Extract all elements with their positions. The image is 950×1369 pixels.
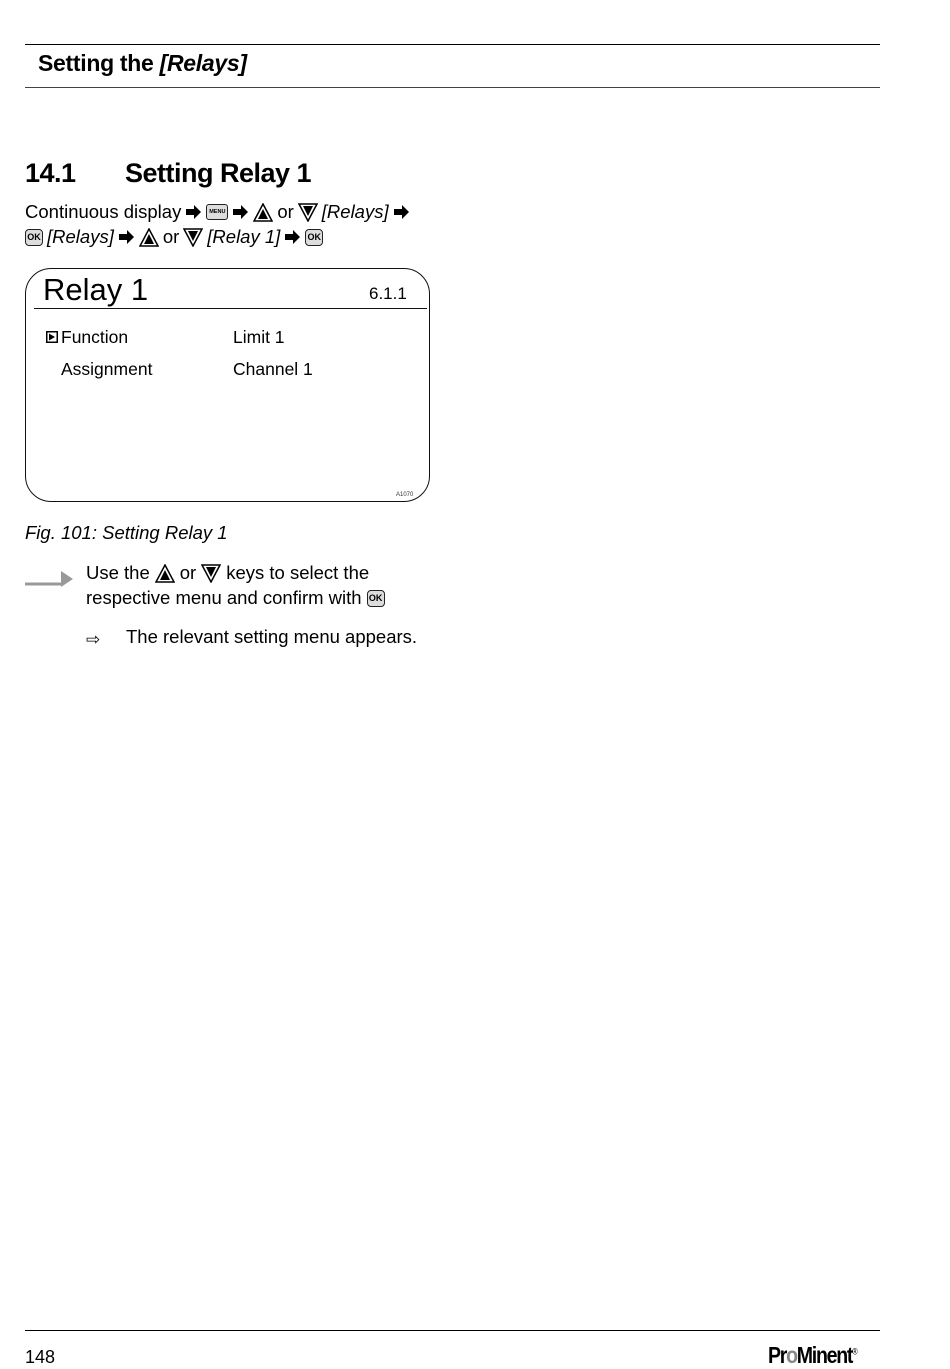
screen-row-label: Assignment (61, 359, 153, 379)
result-text: The relevant setting menu appears. (126, 626, 418, 647)
screen-row-value: Limit 1 (233, 327, 285, 347)
nav-or-text: or (162, 226, 180, 247)
header-top-rule (25, 44, 880, 45)
header-prefix: Setting the (38, 50, 154, 76)
right-arrow-icon (185, 204, 202, 220)
ok-key-icon: OK (305, 229, 323, 246)
nav-relay1-item: [Relay 1] (207, 226, 281, 247)
selection-cursor-icon (46, 331, 58, 343)
ok-key-icon: OK (367, 590, 385, 607)
nav-or-text: or (277, 201, 294, 222)
screen-title: Relay 1 (43, 272, 149, 307)
header-bottom-rule (25, 87, 880, 88)
nav-path-line-1 (25, 201, 410, 223)
step-arrow-icon (25, 569, 75, 589)
up-key-icon (139, 228, 159, 247)
up-key-icon (253, 203, 273, 222)
instruction-text: keys to select the (226, 562, 370, 583)
figure-caption: Fig. 101: Setting Relay 1 (25, 522, 228, 543)
instruction-or-text: or (179, 562, 197, 583)
instruction-text: Use the (86, 562, 150, 583)
nav-start-text: Continuous display (25, 201, 182, 222)
section-number: 14.1 (25, 158, 76, 188)
page-number: 148 (25, 1347, 56, 1367)
right-arrow-icon (232, 204, 249, 220)
instruction-text: respective menu and confirm with (86, 587, 362, 608)
right-arrow-icon (284, 229, 301, 245)
ok-key-icon: OK (25, 229, 43, 246)
page-header-title (38, 50, 247, 77)
menu-key-icon: MENU (206, 204, 228, 220)
nav-path-line-2 (25, 226, 323, 248)
nav-relays-item-2: [Relays] (47, 226, 114, 247)
result-arrow-icon: ⇨ (86, 630, 101, 649)
screen-row-label: Function (61, 327, 129, 347)
screen-divider (34, 308, 427, 309)
section-title: Setting Relay 1 (125, 158, 312, 188)
up-key-icon (155, 564, 175, 583)
screen-menu-code: 6.1.1 (369, 284, 407, 303)
right-arrow-icon (393, 204, 410, 220)
prominent-logo: ProMinent® (768, 1342, 858, 1368)
screen-row-value: Channel 1 (233, 359, 313, 379)
down-key-icon (298, 203, 318, 222)
down-key-icon (183, 228, 203, 247)
footer-rule (25, 1330, 880, 1331)
instruction-line-1 (86, 562, 369, 584)
header-term: [Relays] (159, 50, 247, 76)
instruction-line-2 (86, 587, 385, 609)
figure-reference-code: A1070 (396, 492, 414, 498)
down-key-icon (201, 564, 221, 583)
right-arrow-icon (118, 229, 135, 245)
nav-relays-item: [Relays] (321, 201, 389, 222)
